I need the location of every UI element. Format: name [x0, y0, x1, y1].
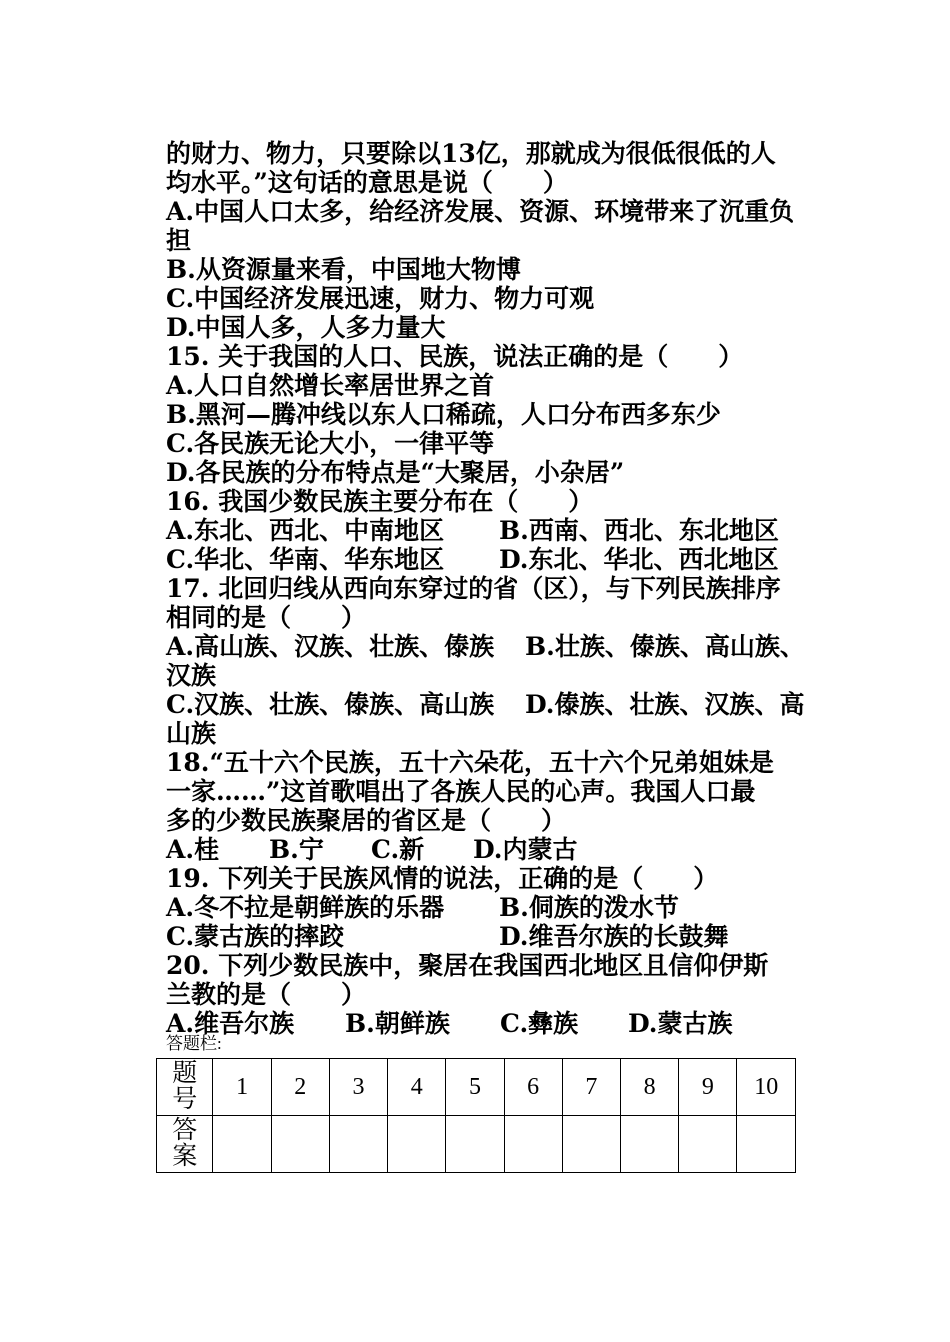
option-line: D.中国人多，人多力量大 — [166, 313, 446, 342]
answer-cell[interactable] — [679, 1116, 737, 1173]
answer-cell[interactable] — [621, 1116, 679, 1173]
q17-option-b: B.壮族、傣族、高山族、 — [525, 632, 805, 661]
q19-option-a: A.冬不拉是朝鲜族的乐器 — [166, 893, 445, 922]
q20-option-c: C.彝族 — [500, 1009, 579, 1038]
q19-option-row — [166, 893, 796, 922]
q20-option-row — [166, 1009, 796, 1038]
q17-option-c: C.汉族、壮族、傣族、高山族 — [166, 690, 495, 719]
question-number-cell: 3 — [329, 1059, 387, 1116]
q20-option-d: D.蒙古族 — [628, 1009, 733, 1038]
question-number-cell: 5 — [446, 1059, 504, 1116]
q18-option-row — [166, 835, 796, 864]
q20-option-a: A.维吾尔族 — [166, 1009, 295, 1038]
q17-option-a: A.高山族、汉族、壮族、傣族 — [166, 632, 495, 661]
question-18-stem: 18.“五十六个民族，五十六朵花，五十六个兄弟姐妹是 — [166, 748, 774, 777]
option-line: C.中国经济发展迅速，财力、物力可观 — [166, 284, 595, 313]
question-text-block — [166, 139, 805, 1038]
q16-option-b: B.西南、西北、东北地区 — [499, 516, 779, 545]
q17-option-row — [166, 632, 805, 661]
q19-option-row — [166, 922, 796, 951]
answer-cell[interactable] — [737, 1116, 796, 1173]
question-18-stem: 多的少数民族聚居的省区是（ ） — [166, 806, 567, 835]
question-16-stem: 16. 我国少数民族主要分布在（ ） — [166, 487, 594, 516]
table-row — [157, 1059, 796, 1116]
answer-cell[interactable] — [562, 1116, 620, 1173]
option-line: C.各民族无论大小，一律平等 — [166, 429, 495, 458]
question-20-stem: 20. 下列少数民族中，聚居在我国西北地区且信仰伊斯 — [166, 951, 769, 980]
q16-option-a: A.东北、西北、中南地区 — [166, 516, 445, 545]
question-number-cell: 4 — [388, 1059, 446, 1116]
question-number-cell: 10 — [737, 1059, 796, 1116]
answer-cell[interactable] — [388, 1116, 446, 1173]
q18-option-d: D.内蒙古 — [473, 835, 578, 864]
question-number-cell: 8 — [621, 1059, 679, 1116]
answer-sheet-table — [156, 1058, 796, 1173]
q19-option-d: D.维吾尔族的长鼓舞 — [499, 922, 729, 951]
q18-option-c: C.新 — [371, 835, 425, 864]
q17-option-row — [166, 690, 805, 719]
answer-cell[interactable] — [271, 1116, 329, 1173]
option-line: D.各民族的分布特点是“大聚居，小杂居” — [166, 458, 625, 487]
question-number-cell: 7 — [562, 1059, 620, 1116]
q17-option-b-cont: 汉族 — [166, 661, 217, 690]
question-number-cell: 9 — [679, 1059, 737, 1116]
question-number-cell: 2 — [271, 1059, 329, 1116]
question-17-stem: 相同的是（ ） — [166, 603, 367, 632]
option-line: A.人口自然增长率居世界之首 — [166, 371, 495, 400]
answer-cell[interactable] — [446, 1116, 504, 1173]
question-17-stem: 17. 北回归线从西向东穿过的省（区），与下列民族排序 — [166, 574, 781, 603]
option-line: A.中国人口太多，给经济发展、资源、环境带来了沉重负 — [166, 197, 795, 226]
question-15-stem: 15. 关于我国的人口、民族，说法正确的是（ ） — [166, 342, 744, 371]
q16-option-c: C.华北、华南、华东地区 — [166, 545, 445, 574]
q18-option-b: B.宁 — [269, 835, 324, 864]
text-line: 的财力、物力，只要除以13亿，那就成为很低很低的人 — [166, 139, 776, 168]
q16-option-row — [166, 545, 796, 574]
question-19-stem: 19. 下列关于民族风情的说法，正确的是（ ） — [166, 864, 719, 893]
question-number-cell: 1 — [213, 1059, 271, 1116]
question-number-header: 题 号 — [157, 1059, 213, 1116]
answer-cell[interactable] — [213, 1116, 271, 1173]
question-20-stem: 兰教的是（ ） — [166, 980, 367, 1009]
table-row — [157, 1116, 796, 1173]
option-line: B.从资源量来看，中国地大物博 — [166, 255, 521, 284]
q16-option-d: D.东北、华北、西北地区 — [499, 545, 779, 574]
q16-option-row — [166, 516, 796, 545]
text-line: 均水平。”这句话的意思是说（ ） — [166, 168, 568, 197]
q20-option-b: B.朝鲜族 — [345, 1009, 450, 1038]
answer-cell[interactable] — [329, 1116, 387, 1173]
question-number-cell: 6 — [504, 1059, 562, 1116]
question-18-stem: 一家……”这首歌唱出了各族人民的心声。我国人口最 — [166, 777, 756, 806]
answer-sheet-label: 答题栏: — [166, 1034, 222, 1053]
answer-cell[interactable] — [504, 1116, 562, 1173]
q17-option-d-cont: 山族 — [166, 719, 217, 748]
answer-header: 答 案 — [157, 1116, 213, 1173]
option-line: B.黑河—腾冲线以东人口稀疏，人口分布西多东少 — [166, 400, 721, 429]
q19-option-c: C.蒙古族的摔跤 — [166, 922, 345, 951]
option-line: 担 — [166, 226, 192, 255]
q19-option-b: B.侗族的泼水节 — [499, 893, 679, 922]
q18-option-a: A.桂 — [166, 835, 220, 864]
q17-option-d: D.傣族、壮族、汉族、高 — [525, 690, 805, 719]
